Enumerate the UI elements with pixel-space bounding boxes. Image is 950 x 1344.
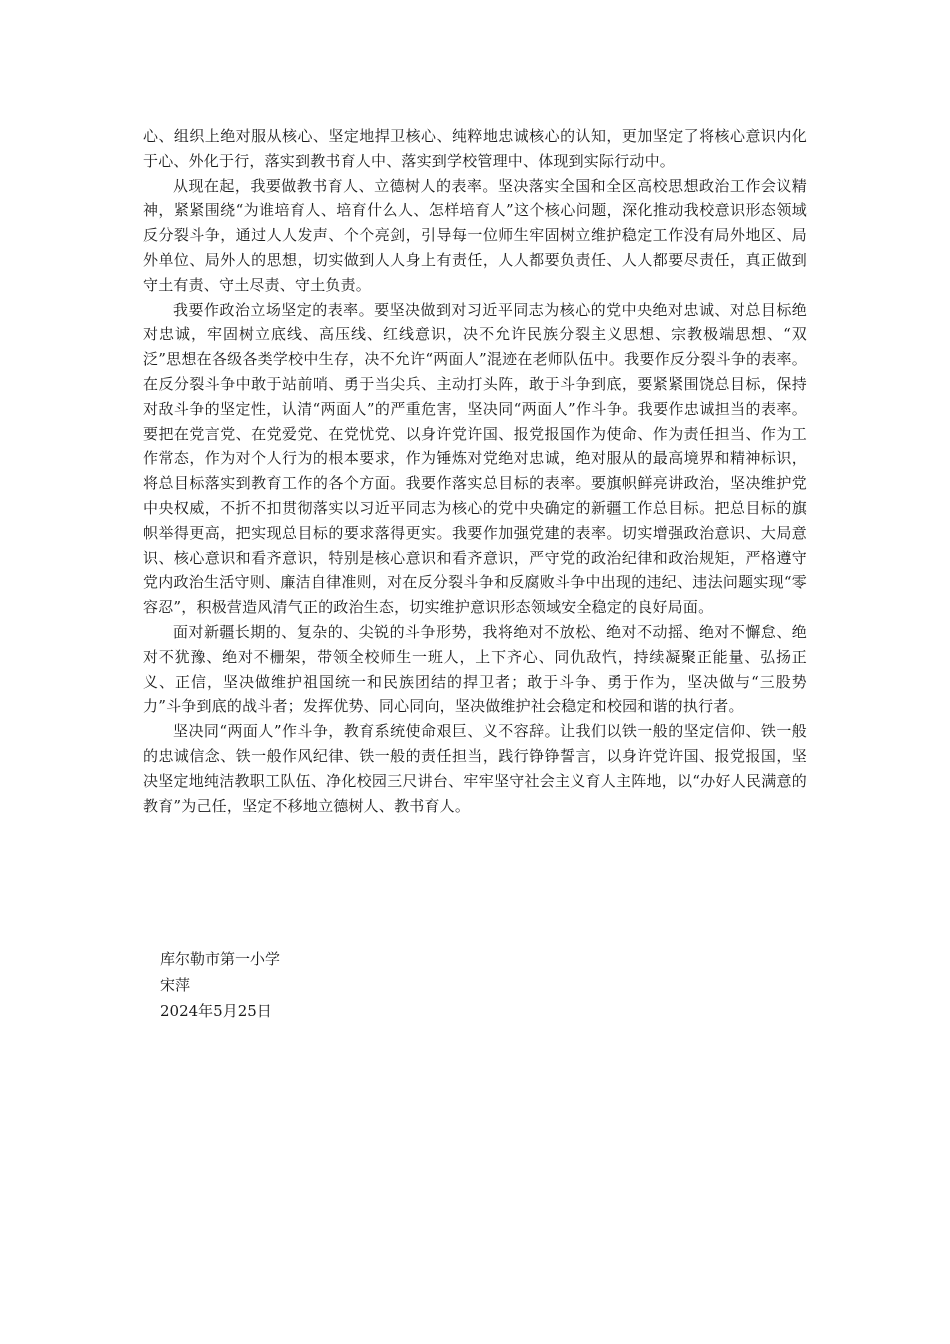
- signature-date: 2024年5月25日: [160, 1002, 272, 1020]
- paragraph-1: 心、组织上绝对服从核心、坚定地捍卫核心、纯粹地忠诚核心的认知，更加坚定了将核心意识内化于心、外化于行，落实到教书育人中、落实到学校管理中、体现到实际行动中。: [143, 127, 807, 170]
- paragraph-4: 面对新疆长期的、复杂的、尖锐的斗争形势，我将绝对不放松、绝对不动摇、绝对不懈怠、绝对不犹豫、绝对不栅架，带领全校师生一班人，上下齐心、同仇敌忾，持续凝聚正能量、弘扬正义、正信，坚决做维护祖国统一和民族团结的捍卫者；敢于斗争、勇于作为，坚决做与“三股势力”斗争到底的战斗者；发挥优势、同心同向，坚决做维护社会稳定和校园和谐的执行者。: [143, 622, 807, 716]
- paragraph-3: 我要作政治立场坚定的表率。要坚决做到对习近平同志为核心的党中央绝对忠诚、对总目标绝对忠诚，牢固树立底线、高压线、红线意识，决不允许民族分裂主义思想、宗教极端思想、“双泛”思想在各级各类学校中生存，决不允许“两面人”混迹在老师队伍中。我要作反分裂斗争的表率。在反分裂斗争中敢于站前哨、勇于当尖兵、主动打头阵，敢于斗争到底，要紧紧围饶总目标，保持对敌斗争的坚定性，认清“两面人”的严重危害，坚决同“两面人”作斗争。我要作忠诚担当的表率。要把在党言党、在党爱党、在党忧党、以身许党许国、报党报国作为使命、作为责任担当、作为工作常态，作为对个人行为的根本要求，作为锤炼对党绝对忠诚，绝对服从的最高境界和精神标识，将总目标落实到教育工作的各个方面。我要作落实总目标的表率。要旗帜鲜亮讲政治，坚决维护党中央权威，不折不扣贯彻落实以习近平同志为核心的党中央确定的新疆工作总目标。把总目标的旗帜举得更高，把实现总目标的要求落得更实。我要作加强党建的表率。切实增强政治意识、大局意识、核心意识和看齐意识，特别是核心意识和看齐意识，严守党的政治纪律和政治规矩，严格遵守党内政治生活守则、廉洁自律准则，对在反分裂斗争和反腐败斗争中出现的违纪、违法问题实现“零容忍”，积极营造风清气正的政治生态，切实维护意识形态领域安全稳定的良好局面。: [143, 300, 807, 617]
- signature-organization: 库尔勒市第一小学: [160, 950, 281, 968]
- paragraph-2: 从现在起，我要做教书育人、立德树人的表率。坚决落实全国和全区高校思想政治工作会议精神，紧紧围绕“为谁培育人、培育什么人、怎样培育人”这个核心问题，深化推动我校意识形态领域反分裂斗争，通过人人发声、个个亮剑，引导每一位师生牢固树立维护稳定工作没有局外地区、局外单位、局外人的思想，切实做到人人身上有责任，人人都要负责任、人人都要尽责任，真正做到守土有责、守土尽责、守土负责。: [143, 176, 807, 294]
- document-body: [143, 124, 807, 818]
- signature-name: 宋萍: [160, 976, 191, 994]
- signature-block: [160, 946, 280, 1024]
- paragraph-5: 坚决同“两面人”作斗争，教育系统使命艰巨、义不容辞。让我们以铁一般的坚定信仰、铁一般的忠诚信念、铁一般作风纪律、铁一般的责任担当，践行铮铮誓言，以身许党许国、报党报国，坚决坚定地纯洁教职工队伍、净化校园三尺讲台、牢牢坚守社会主义育人主阵地，以“办好人民满意的教育”为己任，坚定不移地立德树人、教书育人。: [143, 722, 807, 815]
